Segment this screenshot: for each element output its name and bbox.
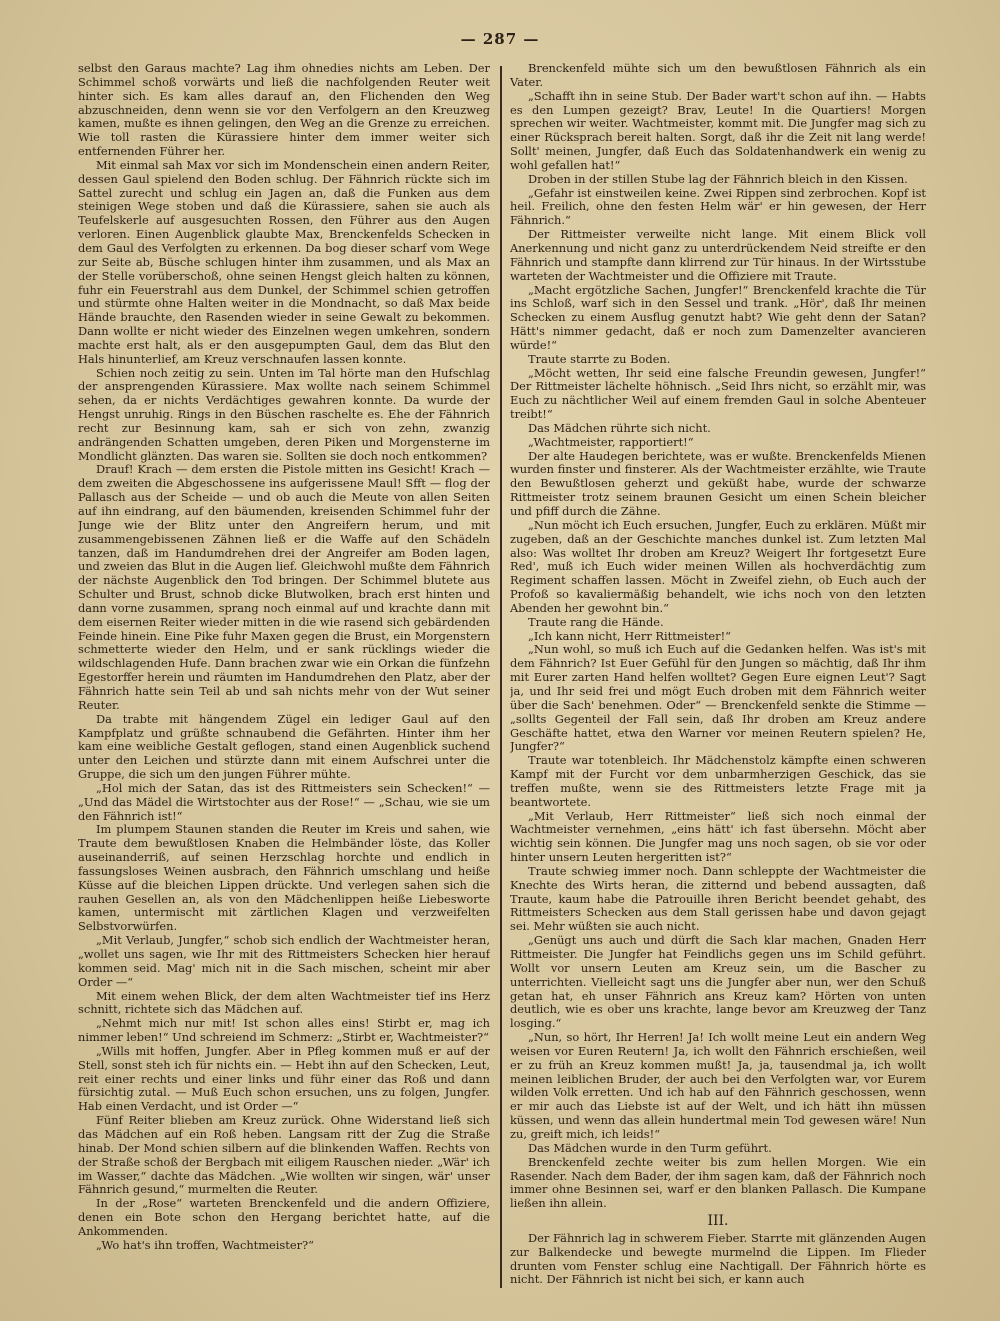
paragraph: Traute starrte zu Boden. xyxy=(528,351,671,366)
paragraph: Schien noch zeitig zu sein. Unten im Tal hörte man den Hufschlag der ansprengenden Kürassiere. Max wollte nach seinem Schimmel sehen, da er nichts Verdächtiges gewahren konnte. Da wurde der Hengst unruhig. Rings in den Büschen raschelte es. Ehe der Fähnrich recht zur Besinnung kam, sah er sich von zehn, zwanzig andrängenden Schatten umgeben, deren Piken und Morgensterne im Mondlicht glänzten. Das waren sie. Sollten sie doch noch entkommen? xyxy=(78,365,490,463)
paragraph: In der „Rose“ warteten Brenckenfeld und die andern Offiziere, denen ein Bote schon den Hergang berichtet hatte, auf die Ankommenden. xyxy=(78,1196,490,1238)
paragraph: „Wachtmeister, rapportiert!“ xyxy=(528,434,694,449)
paragraph: Das Mädchen rührte sich nicht. xyxy=(528,420,711,435)
paragraph: Mit einmal sah Max vor sich im Mondenschein einen andern Reiter, dessen Gaul spielend den Boden schlug. Der Fähnrich rückte sich im Sattel zurecht und schlug ein Jagen an, daß die Funken aus dem steinigen Wege stoben und daß die Kürassiere, sahen sie auch als Teufelskerle auf ausgesuchten Rossen, den Führer aus den Augen verloren. Einen Augenblick glaubte Max, Brenckenfelds Schecken in dem Gaul des Verfolgten zu erkennen. Da bog dieser scharf vom Wege zur Seite ab, Büsche schlugen hinter ihm zusammen, und als Max an der Stelle vorüberschoß, ohne seinen Hengst gleich halten zu können, fuhr ein Feuerstrahl aus dem Dunkel, der Schimmel schien getroffen und stürmte ohne Halten weiter in die Mondnacht, so daß Max beide Hände brauchte, den Rasenden wieder in seine Gewalt zu bekommen. Dann wollte er nicht wieder des Einzelnen wegen umkehren, sondern machte erst halt, als er den ausgepumpten Gaul, dem das Blut den Hals hinunterlief, am Kreuz verschnaufen lassen konnte. xyxy=(78,157,490,366)
section-heading: III. xyxy=(707,1213,729,1230)
paragraph: „Hol mich der Satan, das ist des Rittmeisters sein Schecken!“ — „Und das Mädel die Wirtstochter aus der Rose!“ — „Schau, wie sie um den Fähnrich ist!“ xyxy=(78,780,490,823)
page-number: — 287 — xyxy=(460,30,540,48)
paragraph: Mit einem wehen Blick, der dem alten Wachtmeister tief ins Herz schnitt, richtete sich das Mädchen auf. xyxy=(78,988,490,1017)
column-divider xyxy=(500,66,502,1288)
paragraph: „Nun möcht ich Euch ersuchen, Jungfer, Euch zu erklären. Müßt mir zugeben, daß an der Geschichte manches dunkel ist. Zum letzten Mal also: Was wolltet Ihr droben am Kreuz? Weigert Ihr fortgesetzt Eure Red', muß ich Euch wider meinen Willen als hochverdächtig zum Regiment schaffen lassen. Möcht in Zweifel ziehn, ob Euch auch der Profoß so kavaliermäßig behandelt, wie ichs noch von den letzten Abenden her gewohnt bin.“ xyxy=(510,517,926,615)
paragraph: „Macht ergötzliche Sachen, Jungfer!“ Brenckenfeld krachte die Tür ins Schloß, warf sich in den Sessel und trank. „Hör', daß Ihr meinen Schecken zu einem Ausflug genutzt habt? Wie geht denn der Satan? Hätt's nimmer gedacht, daß er noch zum Damenzelter avancieren würde!“ xyxy=(510,282,926,352)
paragraph: „Möcht wetten, Ihr seid eine falsche Freundin gewesen, Jungfer!“ Der Rittmeister lächelte höhnisch. „Seid Ihrs nicht, so erzählt mir, was Euch zu nächtlicher Weil auf einem fremden Gaul in solche Abenteuer treibt!“ xyxy=(510,365,926,422)
paragraph: „Ich kann nicht, Herr Rittmeister!“ xyxy=(528,628,731,643)
paragraph: „Wills mit hoffen, Jungfer. Aber in Pfleg kommen muß er auf der Stell, sonst steh ich für nichts ein. — Hebt ihn auf den Schecken, Leut, reit einer rechts und einer links und führ einer das Roß und dann fürsichtig zutal. — Muß Euch schon ersuchen, uns zu folgen, Jungfer. Hab einen Verdacht, und ist Order —“ xyxy=(78,1043,490,1114)
paragraph: „Schafft ihn in seine Stub. Der Bader wart't schon auf ihn. — Habts es den Lumpen gezeigt? Brav, Leute! In die Quartiers! Morgen sprechen wir weiter. Wachtmeister, kommt mit. Die Jungfer mag sich zu einer Rücksprach bereit halten. Sorgt, daß ihr die Zeit nit lang werde! Sollt' meinen, Jungfer, daß Euch das Soldatenhandwerk ein wenig zu wohl gefallen hat!“ xyxy=(510,88,926,172)
paragraph: Der Rittmeister verweilte nicht lange. Mit einem Blick voll Anerkennung und nicht ganz zu unterdrückendem Neid streifte er den Fähnrich und stampfte dann klirrend zur Tür hinaus. In der Wirtsstube warteten der Wachtmeister und die Offiziere mit Traute. xyxy=(510,227,926,283)
paragraph: „Mit Verlaub, Jungfer,“ schob sich endlich der Wachtmeister heran, „wollet uns sagen, wie Ihr mit des Rittmeisters Schecken hier herauf kommen seid. Mag' mich nit in die Sach mischen, scheint mir aber Order —“ xyxy=(78,933,490,989)
paragraph: Traute schwieg immer noch. Dann schleppte der Wachtmeister die Knechte des Wirts heran, die zitternd und bebend aussagten, daß Traute, kaum habe die Patrouille ihren Bericht beendet gehabt, des Rittmeisters Schecken aus dem Stall gerissen habe und davon gejagt sei. Mehr wüßten sie auch nicht. xyxy=(510,863,926,934)
paragraph: selbst den Garaus machte? Lag ihm ohnedies nichts am Leben. Der Schimmel schoß vorwärts und ließ die nachfolgenden Reuter weit hinter sich. Es kam alles darauf an, den Flichenden den Weg abzuschneiden, denn wenn sie vor den Verfolgern an den Kreuzweg kamen, mußte es ihnen gelingen, den Weg an die Grenze zu erreichen. Wie toll rasten die Kürassiere hinter dem immer weiter sich entfernenden Führer her. xyxy=(78,62,490,159)
paragraph: Fünf Reiter blieben am Kreuz zurück. Ohne Widerstand ließ sich das Mädchen auf ein Roß heben. Langsam ritt der Zug die Straße hinab. Der Mond schien silbern auf die blinkenden Waffen. Rechts von der Straße schoß der Bergbach mit eiligem Rauschen nieder. „Wär' ich im Wasser,“ dachte das Mädchen. „Wie wollten wir singen, wär' unser Fähnrich gesund,“ murmelten die Reuter. xyxy=(78,1113,490,1197)
paragraph: Da trabte mit hängendem Zügel ein lediger Gaul auf den Kampfplatz und grüßte schnaubend die Gefährten. Hinter ihm her kam eine weibliche Gestalt geflogen, stand einen Augenblick suchend unter den Leichen und stürzte dann mit einem Aufschrei unter die Gruppe, die sich um den jungen Führer mühte. xyxy=(78,711,490,782)
paragraph: Droben in der stillen Stube lag der Fähnrich bleich in den Kissen. xyxy=(528,171,908,186)
paragraph: „Nun wohl, so muß ich Euch auf die Gedanken helfen. Was ist's mit dem Fähnrich? Ist Euer Gefühl für den Jungen so mächtig, daß Ihr ihm mit Eurer zarten Hand helfen wolltet? Gegen Eure eignen Leut'? Sagt ja, und Ihr seid frei und mögt Euch droben mit dem Fähnrich weiter über die Sach' benehmen. Oder“ — Brenckenfeld senkte die Stimme — „sollts Gegenteil der Fall sein, daß Ihr droben am Kreuz andere Geschäfte hattet, etwa den Warner vor meinen Reutern spielen? He, Jungfer?“ xyxy=(510,642,926,754)
paragraph: Das Mädchen wurde in den Turm geführt. xyxy=(528,1140,772,1155)
paragraph: Der alte Haudegen berichtete, was er wußte. Brenckenfelds Mienen wurden finster und finsterer. Als der Wachtmeister erzählte, wie Traute den Bewußtlosen geherzt und geküßt habe, wurde der schwarze Rittmeister trotz seinem braunen Gesicht um einen Schein bleicher und pfiff durch die Zähne. xyxy=(510,448,926,518)
paragraph: „Nehmt mich nur mit! Ist schon alles eins! Stirbt er, mag ich nimmer leben!“ Und schreiend im Schmerz: „Stirbt er, Wachtmeister?“ xyxy=(78,1016,490,1045)
paragraph: „Gefahr ist einstweilen keine. Zwei Rippen sind zerbrochen. Kopf ist heil. Freilich, ohne den festen Helm wär' er hin gewesen, der Herr Fähnrich.“ xyxy=(510,185,926,228)
paragraph: „Genügt uns auch und dürft die Sach klar machen, Gnaden Herr Rittmeister. Die Jungfer hat Feindlichs gegen uns im Schild geführt. Wollt vor unsern Leuten am Kreuz sein, um die Bascher zu unterrichten. Vielleicht sagt uns die Jungfer aber nun, wer den Schuß getan hat, eh unser Fähnrich ans Kreuz kam? Hörten von unten deutlich, wie es ober uns krachte, lange bevor am Kreuzweg der Tanz losging.“ xyxy=(510,933,926,1031)
paragraph: Brenckenfeld mühte sich um den bewußtlosen Fähnrich als ein Vater. xyxy=(510,62,926,89)
paragraph: Brenckenfeld zechte weiter bis zum hellen Morgen. Wie ein Rasender. Nach dem Bader, der ihm sagen kam, daß der Fähnrich noch immer ohne Besinnen sei, warf er den blanken Pallasch. Die Kumpane ließen ihn allein. xyxy=(510,1154,926,1211)
paragraph: Traute war totenbleich. Ihr Mädchenstolz kämpfte einen schweren Kampf mit der Furcht vor dem unbarmherzigen Geschick, das sie treffen mußte, wenn sie des Rittmeisters letzte Frage mit ja beantwortete. xyxy=(510,753,926,809)
paragraph: Der Fähnrich lag in schwerem Fieber. Starrte mit glänzenden Augen zur Balkendecke und bewegte murmelnd die Lippen. Im Flieder drunten vom Fenster schlug eine Nachtigall. Der Fähnrich hörte es nicht. Der Fähnrich ist nicht bei sich, er kann auch xyxy=(510,1230,926,1287)
right-column xyxy=(510,62,926,1292)
paragraph: „Wo hat's ihn troffen, Wachtmeister?“ xyxy=(96,1237,314,1252)
paragraph: „Mit Verlaub, Herr Rittmeister“ ließ sich noch einmal der Wachtmeister vernehmen, „eins hätt' ich fast übersehn. Möcht aber wichtig sein können. Die Jungfer mag uns noch sagen, ob sie vor oder hinter unsern Leuten hergeritten ist?“ xyxy=(510,808,926,865)
paragraph: „Nun, so hört, Ihr Herren! Ja! Ich wollt meine Leut ein andern Weg weisen vor Euren Reutern! Ja, ich wollt den Fähnrich erschießen, weil er zu früh an Kreuz kommen mußt! Ja, ja, tausendmal ja, ich wollt meinen leiblichen Bruder, der auch bei den Verfolgten war, vor Eurem wilden Volk erretten. Und ich hab auf den Fähnrich geschossen, wenn er mir auch das Liebste ist auf der Welt, und ich hätt ihn müssen küssen, und wenn das allein hundertmal mein Tod gewesen wäre! Nun zu, greift mich, ich leids!“ xyxy=(510,1030,926,1141)
paragraph: Drauf! Krach — dem ersten die Pistole mitten ins Gesicht! Krach — dem zweiten die Abgeschossene ins aufgerissene Maul! Sfft — flog der Pallasch aus der Scheide — und ob auch die Meute von allen Seiten auf ihn eindrang, auf den bäumenden, kreisenden Schimmel fuhr der Junge wie der Blitz unter den Angreifern herum, und mit zusammengebissenen Zähnen ließ er die Waffe auf den Schädeln tanzen, daß im Handumdrehen drei der Angreifer am Boden lagen, und zweien das Blut in die Augen lief. Gleichwohl mußte dem Fähnrich der nächste Augenblick den Tod bringen. Der Schimmel blutete aus Schulter und Brust, schnob dicke Blutwolken, brach erst hinten und dann vorne zusammen, sprang noch einmal auf und krachte dann mit dem eisernen Reiter wieder mitten in die wie rasend sich gebärdenden Feinde hinein. Eine Pike fuhr Maxen gegen die Brust, ein Morgenstern schmetterte wieder den Helm, und er sank rücklings wieder die wildschlagenden Hufe. Dann brachen zwar wie ein Orkan die fünfzehn Egestorffer herein und räumten im Handumdrehen den Platz, aber der Fähnrich hatte sein Teil ab und sah nichts mehr von der Wut seiner Reuter. xyxy=(78,462,490,712)
paragraph: Traute rang die Hände. xyxy=(528,614,664,629)
paragraph: Im plumpem Staunen standen die Reuter im Kreis und sahen, wie Traute dem bewußtlosen Knaben die Helmbänder löste, das Koller auseinanderriß, auf seinen Herzschlag horchte und endlich in fassungsloses Weinen ausbrach, den Fähnrich umschlang und heiße Küsse auf die bleichen Lippen drückte. Und verlegen sahen sich die rauhen Gesellen an, als von den Mädchenlippen heiße Liebesworte kamen, untermischt mit zärtlichen Klagen und verzweifelten Selbstvorwürfen. xyxy=(78,822,490,934)
left-column xyxy=(78,62,490,1292)
